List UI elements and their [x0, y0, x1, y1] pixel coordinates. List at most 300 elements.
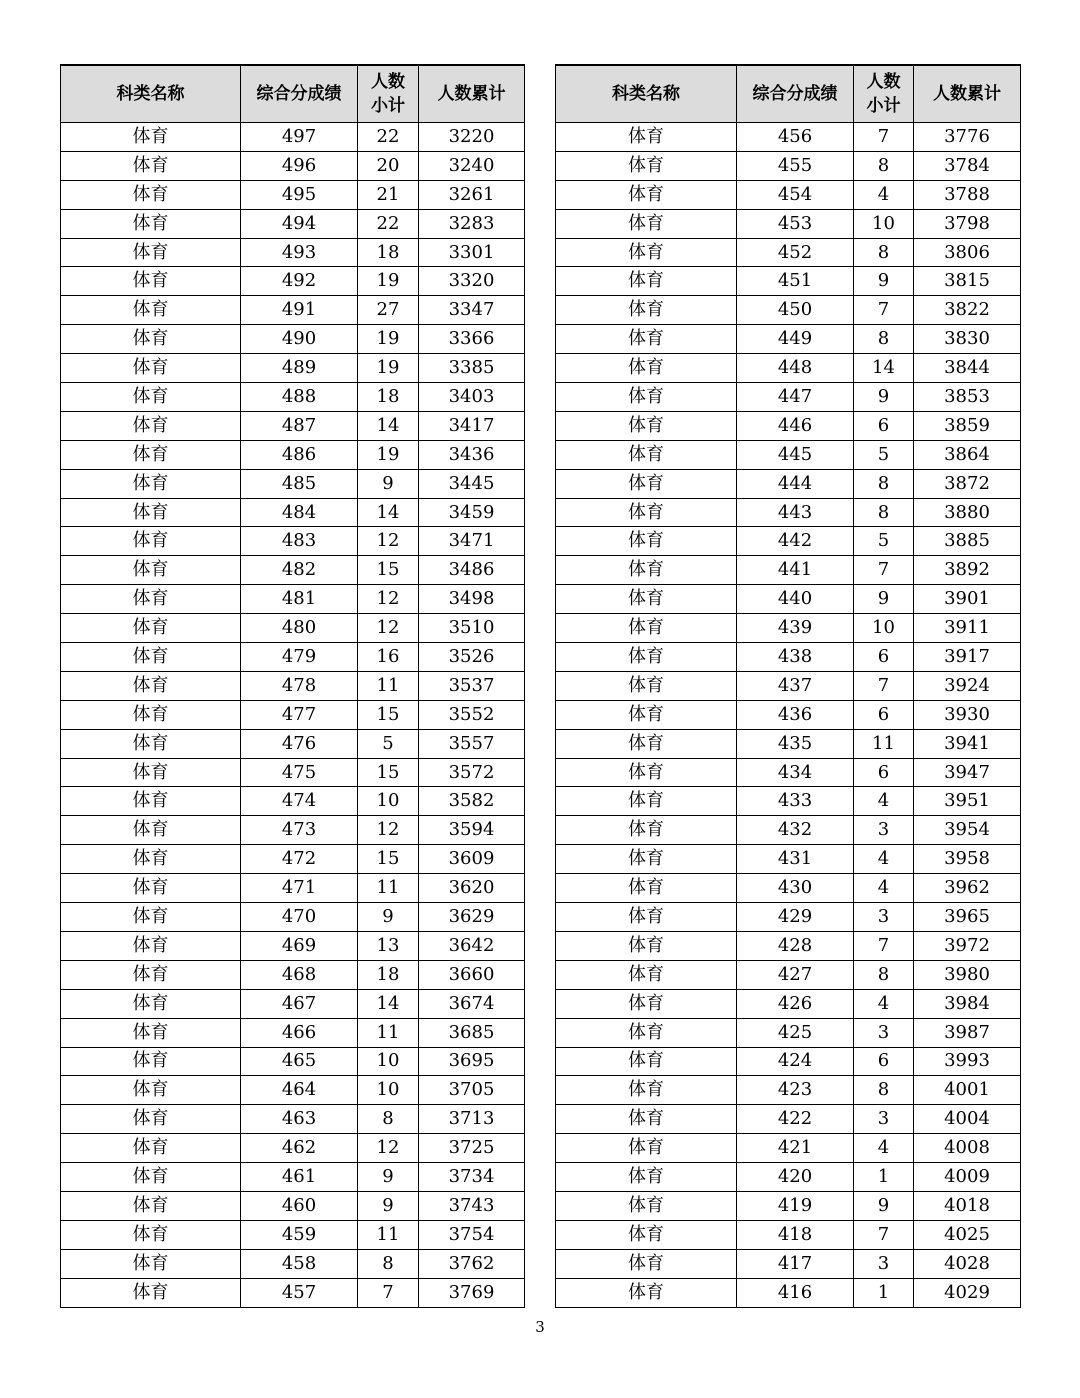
table-row	[556, 527, 1021, 556]
score-cell: 457	[241, 1278, 358, 1307]
cumulative-cell: 3705	[419, 1076, 525, 1105]
category-cell: 体育	[61, 874, 241, 903]
table-row	[61, 729, 525, 758]
header-category: 科类名称	[556, 65, 737, 123]
table-row	[556, 787, 1021, 816]
score-cell: 439	[737, 614, 854, 643]
cumulative-cell: 4018	[914, 1191, 1021, 1220]
table-row	[61, 325, 525, 354]
count-cell: 19	[358, 354, 419, 383]
count-cell: 11	[358, 1018, 419, 1047]
count-cell: 7	[854, 123, 914, 152]
cumulative-cell: 3220	[419, 123, 525, 152]
category-cell: 体育	[556, 989, 737, 1018]
category-cell: 体育	[556, 1191, 737, 1220]
cumulative-cell: 3864	[914, 440, 1021, 469]
cumulative-cell: 3366	[419, 325, 525, 354]
table-row	[61, 267, 525, 296]
cumulative-cell: 3417	[419, 411, 525, 440]
count-cell: 5	[854, 527, 914, 556]
score-cell: 474	[241, 787, 358, 816]
cumulative-cell: 3347	[419, 296, 525, 325]
category-cell: 体育	[556, 903, 737, 932]
score-cell: 483	[241, 527, 358, 556]
table-row	[61, 874, 525, 903]
score-cell: 416	[737, 1278, 854, 1307]
category-cell: 体育	[61, 238, 241, 267]
table-row	[556, 874, 1021, 903]
category-cell: 体育	[556, 469, 737, 498]
table-row	[556, 729, 1021, 758]
category-cell: 体育	[556, 1134, 737, 1163]
table-row	[61, 296, 525, 325]
cumulative-cell: 3459	[419, 498, 525, 527]
cumulative-cell: 3853	[914, 383, 1021, 412]
count-cell: 7	[854, 296, 914, 325]
table-row	[556, 556, 1021, 585]
category-cell: 体育	[61, 1018, 241, 1047]
category-cell: 体育	[61, 960, 241, 989]
score-cell: 490	[241, 325, 358, 354]
count-cell: 10	[854, 209, 914, 238]
score-cell: 466	[241, 1018, 358, 1047]
score-cell: 497	[241, 123, 358, 152]
table-header-row	[556, 65, 1021, 123]
count-cell: 8	[854, 325, 914, 354]
table-row	[61, 816, 525, 845]
cumulative-cell: 3954	[914, 816, 1021, 845]
count-cell: 6	[854, 643, 914, 672]
cumulative-cell: 3830	[914, 325, 1021, 354]
table-row	[556, 1163, 1021, 1192]
table-row	[61, 354, 525, 383]
table-row	[556, 180, 1021, 209]
category-cell: 体育	[556, 498, 737, 527]
category-cell: 体育	[61, 1076, 241, 1105]
cumulative-cell: 3924	[914, 671, 1021, 700]
score-table-left	[60, 64, 525, 1308]
count-cell: 12	[358, 1134, 419, 1163]
table-row	[61, 758, 525, 787]
category-cell: 体育	[61, 816, 241, 845]
category-cell: 体育	[556, 960, 737, 989]
table-row	[556, 383, 1021, 412]
category-cell: 体育	[556, 1076, 737, 1105]
count-cell: 7	[854, 556, 914, 585]
count-cell: 18	[358, 960, 419, 989]
cumulative-cell: 3526	[419, 643, 525, 672]
score-cell: 459	[241, 1220, 358, 1249]
category-cell: 体育	[61, 1191, 241, 1220]
table-row	[556, 643, 1021, 672]
count-cell: 15	[358, 700, 419, 729]
score-cell: 479	[241, 643, 358, 672]
count-cell: 10	[854, 614, 914, 643]
category-cell: 体育	[556, 614, 737, 643]
category-cell: 体育	[556, 556, 737, 585]
category-cell: 体育	[556, 1278, 737, 1307]
score-cell: 452	[737, 238, 854, 267]
category-cell: 体育	[61, 1220, 241, 1249]
cumulative-cell: 3941	[914, 729, 1021, 758]
table-row	[556, 469, 1021, 498]
count-cell: 16	[358, 643, 419, 672]
category-cell: 体育	[556, 383, 737, 412]
table-row	[556, 931, 1021, 960]
count-cell: 3	[854, 1249, 914, 1278]
score-cell: 464	[241, 1076, 358, 1105]
count-cell: 9	[358, 1163, 419, 1192]
cumulative-cell: 3987	[914, 1018, 1021, 1047]
count-cell: 4	[854, 845, 914, 874]
count-cell: 12	[358, 585, 419, 614]
table-row	[61, 1163, 525, 1192]
count-cell: 3	[854, 816, 914, 845]
cumulative-cell: 3754	[419, 1220, 525, 1249]
score-cell: 455	[737, 151, 854, 180]
score-cell: 426	[737, 989, 854, 1018]
cumulative-cell: 3674	[419, 989, 525, 1018]
score-cell: 425	[737, 1018, 854, 1047]
cumulative-cell: 3972	[914, 931, 1021, 960]
cumulative-cell: 3844	[914, 354, 1021, 383]
header-score: 综合分成绩	[737, 65, 854, 123]
table-row	[556, 238, 1021, 267]
cumulative-cell: 3552	[419, 700, 525, 729]
score-cell: 427	[737, 960, 854, 989]
score-cell: 472	[241, 845, 358, 874]
score-cell: 493	[241, 238, 358, 267]
cumulative-cell: 3572	[419, 758, 525, 787]
category-cell: 体育	[61, 209, 241, 238]
score-cell: 486	[241, 440, 358, 469]
table-row	[556, 816, 1021, 845]
count-cell: 1	[854, 1278, 914, 1307]
cumulative-cell: 3629	[419, 903, 525, 932]
score-cell: 445	[737, 440, 854, 469]
score-cell: 441	[737, 556, 854, 585]
category-cell: 体育	[556, 874, 737, 903]
count-cell: 7	[854, 931, 914, 960]
count-cell: 19	[358, 440, 419, 469]
category-cell: 体育	[61, 700, 241, 729]
header-cumulative: 人数累计	[419, 65, 525, 123]
table-row	[556, 845, 1021, 874]
table-row	[61, 1191, 525, 1220]
count-cell: 6	[854, 1047, 914, 1076]
score-cell: 468	[241, 960, 358, 989]
category-cell: 体育	[61, 845, 241, 874]
cumulative-cell: 3762	[419, 1249, 525, 1278]
count-cell: 3	[854, 903, 914, 932]
count-cell: 12	[358, 527, 419, 556]
count-cell: 8	[854, 469, 914, 498]
count-cell: 8	[358, 1249, 419, 1278]
score-cell: 484	[241, 498, 358, 527]
category-cell: 体育	[556, 151, 737, 180]
count-cell: 5	[358, 729, 419, 758]
cumulative-cell: 3436	[419, 440, 525, 469]
score-cell: 419	[737, 1191, 854, 1220]
table-row	[556, 614, 1021, 643]
header-score: 综合分成绩	[241, 65, 358, 123]
table-row	[556, 209, 1021, 238]
count-cell: 15	[358, 758, 419, 787]
count-cell: 4	[854, 989, 914, 1018]
count-cell: 7	[854, 1220, 914, 1249]
count-cell: 7	[854, 671, 914, 700]
table-row	[556, 1047, 1021, 1076]
score-cell: 482	[241, 556, 358, 585]
category-cell: 体育	[556, 354, 737, 383]
score-cell: 480	[241, 614, 358, 643]
cumulative-cell: 3594	[419, 816, 525, 845]
cumulative-cell: 3947	[914, 758, 1021, 787]
category-cell: 体育	[61, 585, 241, 614]
score-cell: 489	[241, 354, 358, 383]
count-cell: 8	[358, 1105, 419, 1134]
score-cell: 496	[241, 151, 358, 180]
header-category: 科类名称	[61, 65, 241, 123]
category-cell: 体育	[61, 787, 241, 816]
category-cell: 体育	[556, 845, 737, 874]
category-cell: 体育	[556, 296, 737, 325]
table-row	[556, 440, 1021, 469]
cumulative-cell: 3642	[419, 931, 525, 960]
cumulative-cell: 3620	[419, 874, 525, 903]
category-cell: 体育	[61, 989, 241, 1018]
cumulative-cell: 3798	[914, 209, 1021, 238]
table-row	[61, 238, 525, 267]
header-count-line1: 人数	[371, 72, 405, 92]
category-cell: 体育	[61, 469, 241, 498]
table-row	[61, 700, 525, 729]
category-cell: 体育	[556, 1163, 737, 1192]
cumulative-cell: 3776	[914, 123, 1021, 152]
cumulative-cell: 3734	[419, 1163, 525, 1192]
cumulative-cell: 3901	[914, 585, 1021, 614]
count-cell: 18	[358, 383, 419, 412]
table-row	[556, 354, 1021, 383]
count-cell: 3	[854, 1018, 914, 1047]
category-cell: 体育	[61, 671, 241, 700]
cumulative-cell: 3958	[914, 845, 1021, 874]
cumulative-cell: 3582	[419, 787, 525, 816]
count-cell: 9	[358, 469, 419, 498]
category-cell: 体育	[61, 527, 241, 556]
score-cell: 471	[241, 874, 358, 903]
score-cell: 458	[241, 1249, 358, 1278]
table-row	[556, 411, 1021, 440]
category-cell: 体育	[556, 209, 737, 238]
score-cell: 470	[241, 903, 358, 932]
score-cell: 440	[737, 585, 854, 614]
count-cell: 8	[854, 960, 914, 989]
cumulative-cell: 3951	[914, 787, 1021, 816]
table-row	[61, 1278, 525, 1307]
cumulative-cell: 3930	[914, 700, 1021, 729]
cumulative-cell: 4008	[914, 1134, 1021, 1163]
score-cell: 476	[241, 729, 358, 758]
cumulative-cell: 3261	[419, 180, 525, 209]
score-cell: 420	[737, 1163, 854, 1192]
count-cell: 13	[358, 931, 419, 960]
count-cell: 6	[854, 700, 914, 729]
count-cell: 14	[854, 354, 914, 383]
category-cell: 体育	[556, 643, 737, 672]
table-row	[556, 1249, 1021, 1278]
table-row	[61, 1047, 525, 1076]
count-cell: 21	[358, 180, 419, 209]
cumulative-cell: 3911	[914, 614, 1021, 643]
table-row	[556, 1278, 1021, 1307]
cumulative-cell: 3283	[419, 209, 525, 238]
count-cell: 4	[854, 874, 914, 903]
category-cell: 体育	[556, 758, 737, 787]
count-cell: 11	[358, 671, 419, 700]
count-cell: 11	[854, 729, 914, 758]
count-cell: 14	[358, 411, 419, 440]
cumulative-cell: 3685	[419, 1018, 525, 1047]
table-row	[61, 903, 525, 932]
table-row	[61, 643, 525, 672]
count-cell: 19	[358, 325, 419, 354]
score-cell: 424	[737, 1047, 854, 1076]
category-cell: 体育	[61, 758, 241, 787]
table-row	[556, 296, 1021, 325]
table-row	[556, 498, 1021, 527]
table-row	[61, 1018, 525, 1047]
category-cell: 体育	[556, 180, 737, 209]
score-cell: 475	[241, 758, 358, 787]
count-cell: 19	[358, 267, 419, 296]
cumulative-cell: 3962	[914, 874, 1021, 903]
category-cell: 体育	[556, 325, 737, 354]
count-cell: 11	[358, 1220, 419, 1249]
count-cell: 10	[358, 787, 419, 816]
table-row	[61, 1105, 525, 1134]
category-cell: 体育	[556, 700, 737, 729]
category-cell: 体育	[61, 1047, 241, 1076]
table-row	[61, 527, 525, 556]
score-cell: 473	[241, 816, 358, 845]
cumulative-cell: 3859	[914, 411, 1021, 440]
cumulative-cell: 3815	[914, 267, 1021, 296]
count-cell: 9	[854, 1191, 914, 1220]
count-cell: 8	[854, 238, 914, 267]
table-row	[61, 151, 525, 180]
count-cell: 8	[854, 151, 914, 180]
category-cell: 体育	[61, 1278, 241, 1307]
count-cell: 9	[358, 1191, 419, 1220]
category-cell: 体育	[61, 643, 241, 672]
cumulative-cell: 3984	[914, 989, 1021, 1018]
category-cell: 体育	[61, 354, 241, 383]
count-cell: 3	[854, 1105, 914, 1134]
table-row	[61, 960, 525, 989]
cumulative-cell: 3892	[914, 556, 1021, 585]
score-cell: 478	[241, 671, 358, 700]
category-cell: 体育	[556, 1018, 737, 1047]
score-cell: 444	[737, 469, 854, 498]
category-cell: 体育	[556, 816, 737, 845]
cumulative-cell: 4001	[914, 1076, 1021, 1105]
cumulative-cell: 4025	[914, 1220, 1021, 1249]
cumulative-cell: 3445	[419, 469, 525, 498]
category-cell: 体育	[61, 325, 241, 354]
cumulative-cell: 3872	[914, 469, 1021, 498]
score-cell: 467	[241, 989, 358, 1018]
category-cell: 体育	[556, 1249, 737, 1278]
table-row	[61, 556, 525, 585]
category-cell: 体育	[61, 729, 241, 758]
cumulative-cell: 3980	[914, 960, 1021, 989]
header-count-line2: 小计	[371, 96, 405, 116]
score-cell: 434	[737, 758, 854, 787]
count-cell: 11	[358, 874, 419, 903]
table-row	[61, 469, 525, 498]
table-row	[61, 383, 525, 412]
category-cell: 体育	[556, 931, 737, 960]
table-row	[556, 700, 1021, 729]
score-cell: 446	[737, 411, 854, 440]
count-cell: 22	[358, 123, 419, 152]
table-row	[61, 614, 525, 643]
table-row	[61, 931, 525, 960]
header-count	[854, 65, 914, 123]
table-row	[61, 989, 525, 1018]
category-cell: 体育	[61, 267, 241, 296]
score-cell: 462	[241, 1134, 358, 1163]
table-header-row	[61, 65, 525, 123]
score-cell: 429	[737, 903, 854, 932]
count-cell: 15	[358, 556, 419, 585]
count-cell: 9	[358, 903, 419, 932]
cumulative-cell: 3769	[419, 1278, 525, 1307]
category-cell: 体育	[61, 123, 241, 152]
category-cell: 体育	[556, 1047, 737, 1076]
header-count-line2: 小计	[866, 96, 901, 116]
score-cell: 422	[737, 1105, 854, 1134]
count-cell: 5	[854, 440, 914, 469]
table-row	[556, 960, 1021, 989]
table-row	[556, 1105, 1021, 1134]
score-cell: 418	[737, 1220, 854, 1249]
score-cell: 448	[737, 354, 854, 383]
score-cell: 437	[737, 671, 854, 700]
cumulative-cell: 3498	[419, 585, 525, 614]
score-cell: 492	[241, 267, 358, 296]
score-cell: 423	[737, 1076, 854, 1105]
category-cell: 体育	[556, 123, 737, 152]
category-cell: 体育	[61, 1249, 241, 1278]
count-cell: 22	[358, 209, 419, 238]
category-cell: 体育	[61, 411, 241, 440]
count-cell: 6	[854, 411, 914, 440]
cumulative-cell: 3660	[419, 960, 525, 989]
table-row	[556, 671, 1021, 700]
cumulative-cell: 3695	[419, 1047, 525, 1076]
cumulative-cell: 3784	[914, 151, 1021, 180]
score-cell: 487	[241, 411, 358, 440]
score-cell: 428	[737, 931, 854, 960]
cumulative-cell: 3788	[914, 180, 1021, 209]
score-cell: 456	[737, 123, 854, 152]
count-cell: 18	[358, 238, 419, 267]
score-cell: 450	[737, 296, 854, 325]
table-row	[556, 903, 1021, 932]
category-cell: 体育	[556, 1220, 737, 1249]
